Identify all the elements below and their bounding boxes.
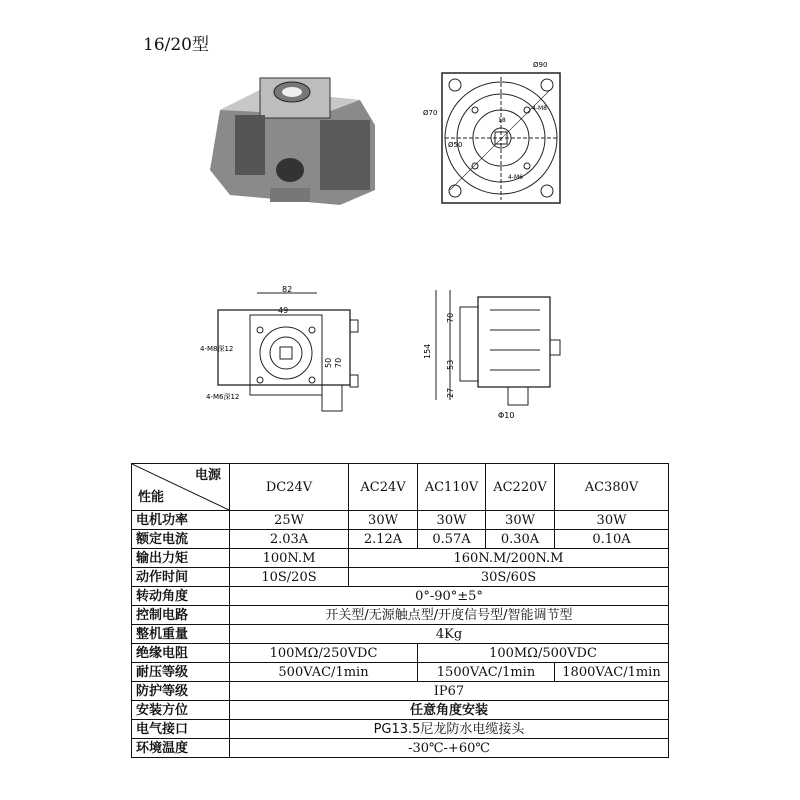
cell: IP67	[230, 682, 669, 701]
cell: 30W	[349, 511, 418, 530]
cell: 160N.M/200N.M	[349, 549, 669, 568]
cell: 500VAC/1min	[230, 663, 418, 682]
dim-50: 50	[324, 357, 333, 368]
dim-53: 53	[446, 359, 455, 370]
col-ac380v: AC380V	[555, 464, 669, 511]
dim-27: 27	[446, 387, 455, 398]
cell: PG13.5尼龙防水电缆接头	[230, 720, 669, 739]
cell: -30℃-+60℃	[230, 739, 669, 758]
dim-d10: Φ10	[498, 411, 515, 420]
model-title: 16/20型	[143, 35, 209, 55]
dim-49: 49	[278, 306, 289, 315]
cell: 开关型/无源触点型/开度信号型/智能调节型	[230, 606, 669, 625]
row-label: 整机重量	[132, 625, 230, 644]
cell: 0°-90°±5°	[230, 587, 669, 606]
cell: 2.03A	[230, 530, 349, 549]
cell: 100MΩ/500VDC	[418, 644, 669, 663]
cell: 25W	[230, 511, 349, 530]
col-dc24v: DC24V	[230, 464, 349, 511]
header-performance: 性能	[138, 490, 165, 505]
cell: 30W	[418, 511, 486, 530]
row-label: 绝缘电阻	[132, 644, 230, 663]
row-label: 转动角度	[132, 587, 230, 606]
cell: 0.30A	[486, 530, 555, 549]
spec-table	[131, 463, 669, 758]
row-label: 电气接口	[132, 720, 230, 739]
actuator-photo	[200, 70, 380, 210]
row-label: 输出力矩	[132, 549, 230, 568]
cell: 30W	[555, 511, 669, 530]
row-label: 电机功率	[132, 511, 230, 530]
top-view-drawing	[420, 55, 590, 225]
header-power: 电源	[194, 468, 221, 483]
cell: 30S/60S	[349, 568, 669, 587]
row-label: 安装方位	[132, 701, 230, 720]
cell: 1800VAC/1min	[555, 663, 669, 682]
cell: 100N.M	[230, 549, 349, 568]
row-label: 环境温度	[132, 739, 230, 758]
cell: 30W	[486, 511, 555, 530]
cell: 2.12A	[349, 530, 418, 549]
row-label: 防护等级	[132, 682, 230, 701]
side-view-drawing	[200, 285, 370, 415]
dim-18: 18	[498, 117, 506, 124]
row-label: 额定电流	[132, 530, 230, 549]
front-view-drawing	[420, 285, 580, 425]
dim-d50: Ø50	[448, 141, 463, 149]
row-label: 控制电路	[132, 606, 230, 625]
row-label: 耐压等级	[132, 663, 230, 682]
cell: 1500VAC/1min	[418, 663, 555, 682]
dim-m6-depth: 4-M6深12	[206, 393, 240, 401]
col-ac24v: AC24V	[349, 464, 418, 511]
dim-m8-depth: 4-M8深12	[200, 345, 234, 353]
dim-70: 70	[334, 357, 343, 368]
cell: 4Kg	[230, 625, 669, 644]
dim-d90: Ø90	[533, 61, 548, 69]
cell: 100MΩ/250VDC	[230, 644, 418, 663]
dim-154: 154	[423, 343, 432, 359]
header-diagonal-cell	[132, 464, 230, 511]
col-ac220v: AC220V	[486, 464, 555, 511]
dim-d70: Ø70	[423, 109, 438, 117]
dim-m8: 4-M8	[532, 105, 547, 112]
cell: 任意角度安装	[230, 701, 669, 720]
cell: 0.57A	[418, 530, 486, 549]
dim-82: 82	[282, 285, 293, 294]
dim-70-front: 70	[446, 312, 455, 323]
col-ac110v: AC110V	[418, 464, 486, 511]
cell: 10S/20S	[230, 568, 349, 587]
dim-m6: 4-M6	[508, 174, 523, 181]
cell: 0.10A	[555, 530, 669, 549]
row-label: 动作时间	[132, 568, 230, 587]
